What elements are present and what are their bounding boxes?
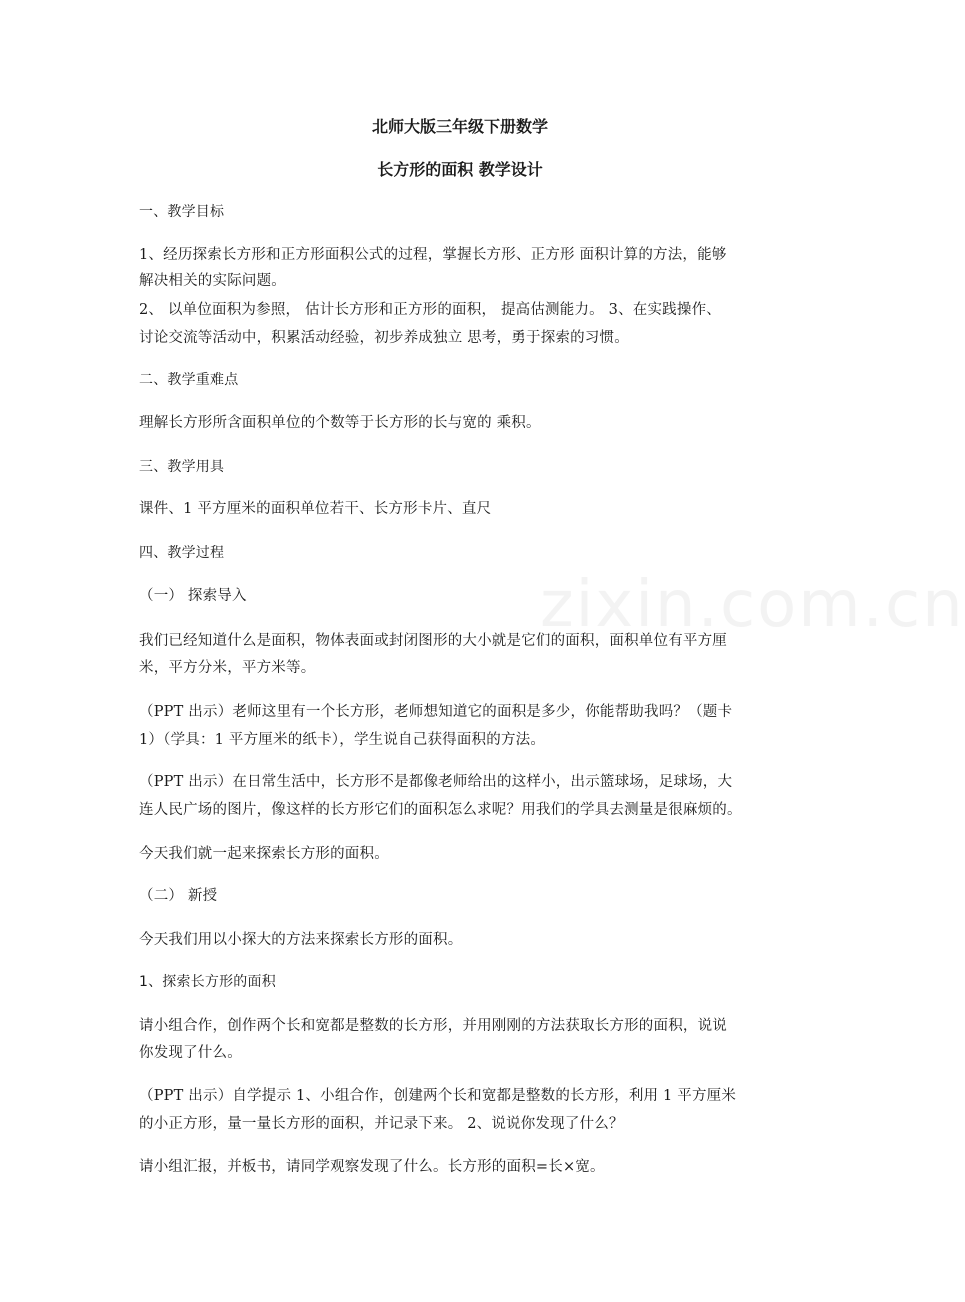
- paragraph-line: 请小组合作，创作两个长和宽都是整数的长方形，并用刚刚的方法获取长方形的面积，说说: [139, 1018, 727, 1034]
- item-heading-explore-area: 1、探索长方形的面积: [139, 974, 276, 990]
- section-heading-tools: 三、教学用具: [139, 459, 225, 475]
- paragraph-line: 解决相关的实际问题。: [139, 273, 286, 289]
- paragraph-line: 连人民广场的图片，像这样的长方形它们的面积怎么求呢？用我们的学具去测量是很麻烦的。: [139, 802, 742, 818]
- paragraph-line: （PPT 出示）自学提示 1、小组合作，创建两个长和宽都是整数的长方形，利用 1 平方厘米: [139, 1088, 737, 1104]
- section-heading-key-points: 二、教学重难点: [139, 372, 239, 388]
- paragraph-line: 课件、1 平方厘米的面积单位若干、长方形卡片、直尺: [139, 501, 492, 517]
- paragraph-line: 我们已经知道什么是面积，物体表面或封闭图形的大小就是它们的面积，面积单位有平方厘: [139, 633, 727, 649]
- paragraph-line: 今天我们用以小探大的方法来探索长方形的面积。: [139, 932, 463, 948]
- paragraph-line: 请小组汇报，并板书，请同学观察发现了什么。长方形的面积=长×宽。: [139, 1159, 605, 1175]
- paragraph-line: 理解长方形所含面积单位的个数等于长方形的长与宽的 乘积。: [139, 415, 541, 431]
- paragraph-line: 1）（学具：1 平方厘米的纸卡），学生说自己获得面积的方法。: [139, 732, 546, 748]
- paragraph-line: 的小正方形，量一量长方形的面积，并记录下来。 2、说说你发现了什么？: [139, 1116, 624, 1132]
- paragraph-line: 讨论交流等活动中，积累活动经验，初步养成独立 思考，勇于探索的习惯。: [139, 330, 629, 346]
- subsection-heading-new-lesson: （二） 新授: [139, 888, 218, 904]
- paragraph-line: 你发现了什么。: [139, 1045, 242, 1061]
- paragraph-line: 1、经历探索长方形和正方形面积公式的过程，掌握长方形、正方形 面积计算的方法，能够: [139, 247, 727, 263]
- section-heading-process: 四、教学过程: [139, 545, 225, 561]
- watermark: zixin.com.cn: [540, 568, 965, 642]
- document-subtitle: 长方形的面积 教学设计: [377, 160, 543, 179]
- paragraph-line: （PPT 出示）老师这里有一个长方形，老师想知道它的面积是多少，你能帮助我吗？（题卡: [139, 704, 733, 720]
- paragraph-line: 今天我们就一起来探索长方形的面积。: [139, 846, 389, 862]
- paragraph-line: （PPT 出示）在日常生活中，长方形不是都像老师给出的这样小，出示篮球场，足球场，大: [139, 774, 733, 790]
- document-title: 北师大版三年级下册数学: [371, 117, 548, 136]
- paragraph-line: 2、 以单位面积为参照， 估计长方形和正方形的面积， 提高估测能力。 3、在实践操作、: [139, 302, 721, 318]
- section-heading-goals: 一、教学目标: [139, 204, 225, 220]
- subsection-heading-intro: （一） 探索导入: [139, 588, 247, 604]
- paragraph-line: 米，平方分米，平方米等。: [139, 660, 316, 676]
